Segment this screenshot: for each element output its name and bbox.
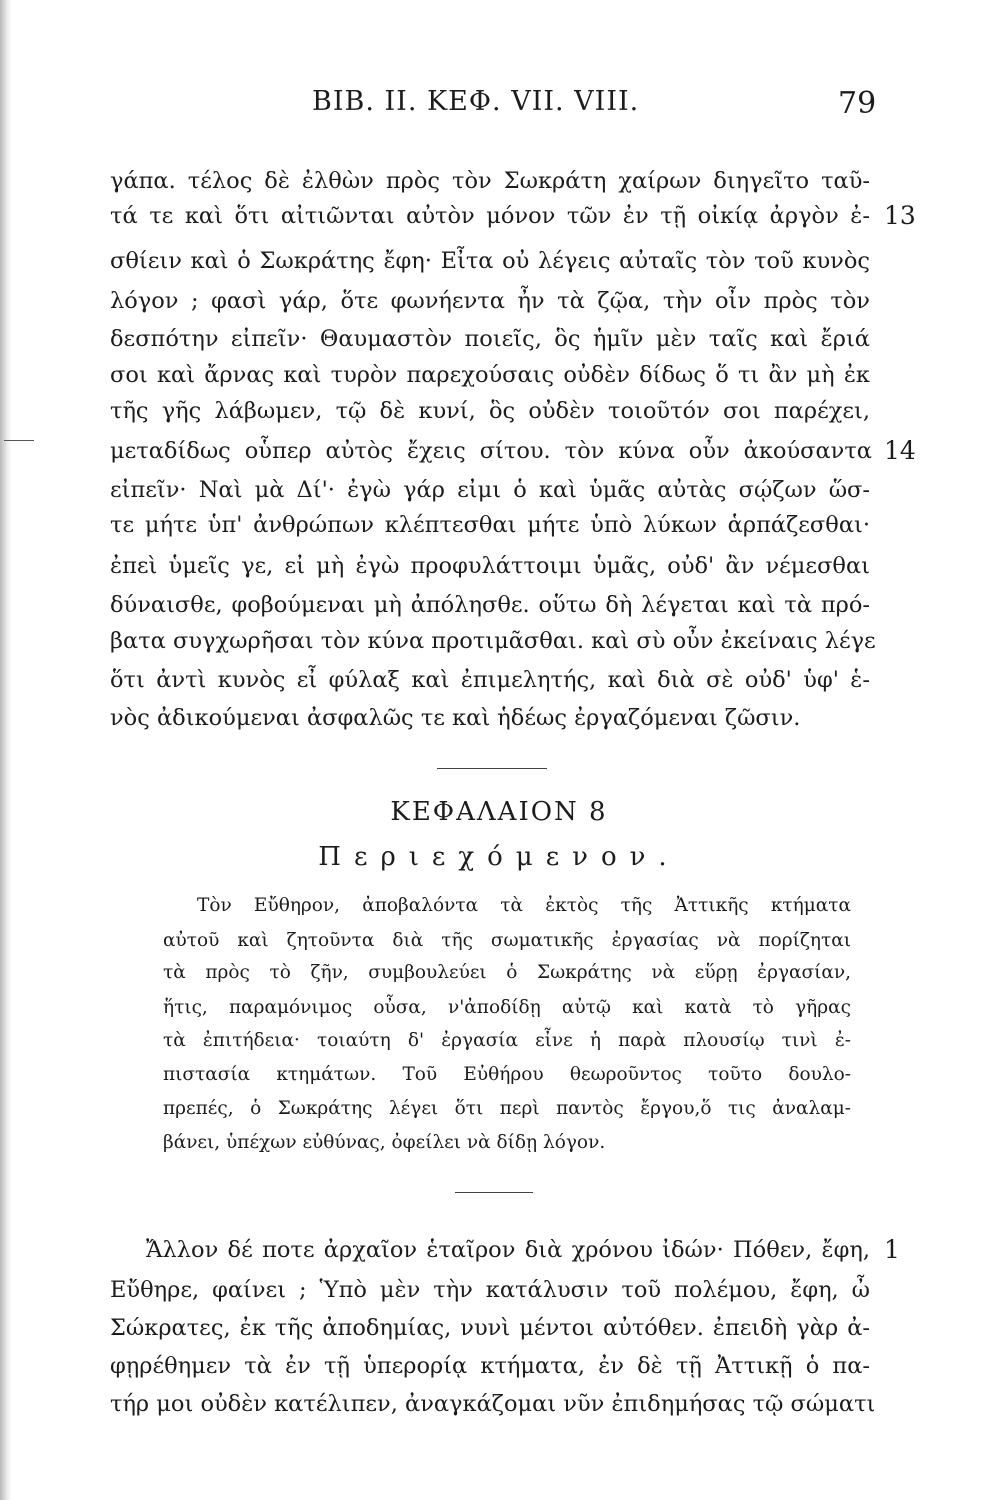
summary-line: τὰ ἐπιτήδεια· τοιαύτη δ' ἐργασία εἶνε ἡ παρὰ πλουσίῳ τινὶ ἐ-: [163, 1030, 851, 1051]
body-line: τε μήτε ὑπ' ἀνθρώπων κλέπτεσθαι μήτε ὑπὸ λύκων ἁρπάζεσθαι·: [110, 512, 870, 538]
summary-line: τὰ πρὸς τὸ ζῆν, συμβουλεύει ὁ Σωκράτης νὰ εὕρῃ ἐργασίαν,: [163, 962, 851, 983]
body-line: τά τε καὶ ὅτι αἰτιῶνται αὐτὸν μόνον τῶν ἐν τῇ οἰκίᾳ ἀργὸν ἐ-: [110, 203, 870, 229]
chapter-subtitle: Περιεχόμενον.: [318, 842, 680, 872]
section-number: 14: [884, 436, 916, 465]
body-line: Εὔθηρε, φαίνει ; Ὑπὸ μὲν τὴν κατάλυσιν τοῦ πολέμου, ἔφη, ὦ: [110, 1277, 870, 1303]
running-head: BIB. II. ΚΕΦ. VII. VIII.: [312, 86, 640, 117]
summary-line: πρεπές, ὁ Σωκράτης λέγει ὅτι περὶ παντὸς ἔργου,ὅ τις ἀναλαμ-: [163, 1098, 851, 1119]
body-line: σοι καὶ ἄρνας καὶ τυρὸν παρεχούσαις οὐδὲν δίδως ὅ τι ἂν μὴ ἐκ: [110, 362, 870, 388]
section-rule: [455, 1192, 533, 1193]
body-line: δεσπότην εἰπεῖν· Θαυμαστὸν ποιεῖς, ὃς ἡμῖν μὲν ταῖς καὶ ἔριά: [110, 326, 870, 352]
section-number: 1: [884, 1235, 900, 1264]
body-line: βατα συγχωρῆσαι τὸν κύνα προτιμᾶσθαι. καὶ σὺ οὖν ἐκείναις λέγε: [110, 628, 876, 654]
summary-line: πιστασία κτημάτων. Τοῦ Εὐθήρου θεωροῦντος τοῦτο δουλο-: [163, 1064, 851, 1085]
body-line: ἐπεὶ ὑμεῖς γε, εἰ μὴ ἐγὼ προφυλάττοιμι ὑμᾶς, οὐδ' ἂν νέμεσθαι: [110, 553, 870, 579]
body-line: νὸς ἀδικούμεναι ἀσφαλῶς τε καὶ ἡδέως ἐργαζόμεναι ζῶσιν.: [110, 705, 801, 731]
body-line: Σώκρατες, ἐκ τῆς ἀποδημίας, νυνὶ μέντοι αὐτόθεν. ἐπειδὴ γὰρ ἀ-: [110, 1315, 870, 1341]
body-line: Ἄλλον δέ ποτε ἀρχαῖον ἑταῖρον διὰ χρόνου ἰδών· Πόθεν, ἔφη,: [146, 1237, 870, 1263]
body-line: σθίειν καὶ ὁ Σωκράτης ἔφη· Εἶτα οὐ λέγεις αὐταῖς τὸν τοῦ κυνὸς: [110, 248, 870, 274]
body-line: ὅτι ἀντὶ κυνὸς εἶ φύλαξ καὶ ἐπιμελητής, καὶ διὰ σὲ οὐδ' ὑφ' ἑ-: [110, 667, 870, 693]
body-line: τῆς γῆς λάβωμεν, τῷ δὲ κυνί, ὃς οὐδὲν τοιοῦτόν σοι παρέχει,: [110, 398, 870, 424]
summary-line: Τὸν Εὔθηρον, ἀποβαλόντα τὰ ἐκτὸς τῆς Ἀττικῆς κτήματα: [197, 895, 851, 916]
section-rule: [437, 768, 547, 769]
margin-tick-mark: [4, 440, 34, 441]
summary-line: αὐτοῦ καὶ ζητοῦντα διὰ τῆς σωματικῆς ἐργασίας νὰ πορίζηται: [163, 930, 851, 951]
body-line: εἰπεῖν· Ναὶ μὰ Δί'· ἐγὼ γάρ εἰμι ὁ καὶ ὑμᾶς αὐτὰς σῴζων ὥσ-: [110, 477, 870, 503]
page-number: 79: [838, 86, 877, 121]
body-line: λόγον ; φασὶ γάρ, ὅτε φωνήεντα ἦν τὰ ζῷα, τὴν οἶν πρὸς τὸν: [110, 288, 870, 314]
body-line: φῃρέθημεν τὰ ἐν τῇ ὑπερορίᾳ κτήματα, ἐν δὲ τῇ Ἀττικῇ ὁ πα-: [110, 1353, 870, 1379]
summary-line: ἥτις, παραμόνιμος οὖσα, ν'ἀποδίδῃ αὐτῷ καὶ κατὰ τὸ γῆρας: [163, 997, 851, 1018]
chapter-title: ΚΕΦΑΛΑΙΟΝ 8: [390, 797, 608, 827]
section-number: 13: [884, 201, 916, 230]
scan-edge-shadow: [0, 0, 12, 1500]
body-line: τήρ μοι οὐδὲν κατέλιπεν, ἀναγκάζομαι νῦν ἐπιδημήσας τῷ σώματι: [110, 1391, 876, 1417]
body-line: δύναισθε, φοβούμεναι μὴ ἀπόλησθε. οὕτω δὴ λέγεται καὶ τὰ πρό-: [110, 592, 870, 618]
summary-line: βάνει, ὑπέχων εὐθύνας, ὀφείλει νὰ δίδῃ λόγον.: [163, 1132, 606, 1153]
body-line: μεταδίδως οὗπερ αὐτὸς ἔχεις σίτου. τὸν κύνα οὖν ἀκούσαντα: [110, 438, 872, 464]
body-line: γάπα. τέλος δὲ ἐλθὼν πρὸς τὸν Σωκράτη χαίρων διηγεῖτο ταῦ-: [110, 168, 870, 194]
